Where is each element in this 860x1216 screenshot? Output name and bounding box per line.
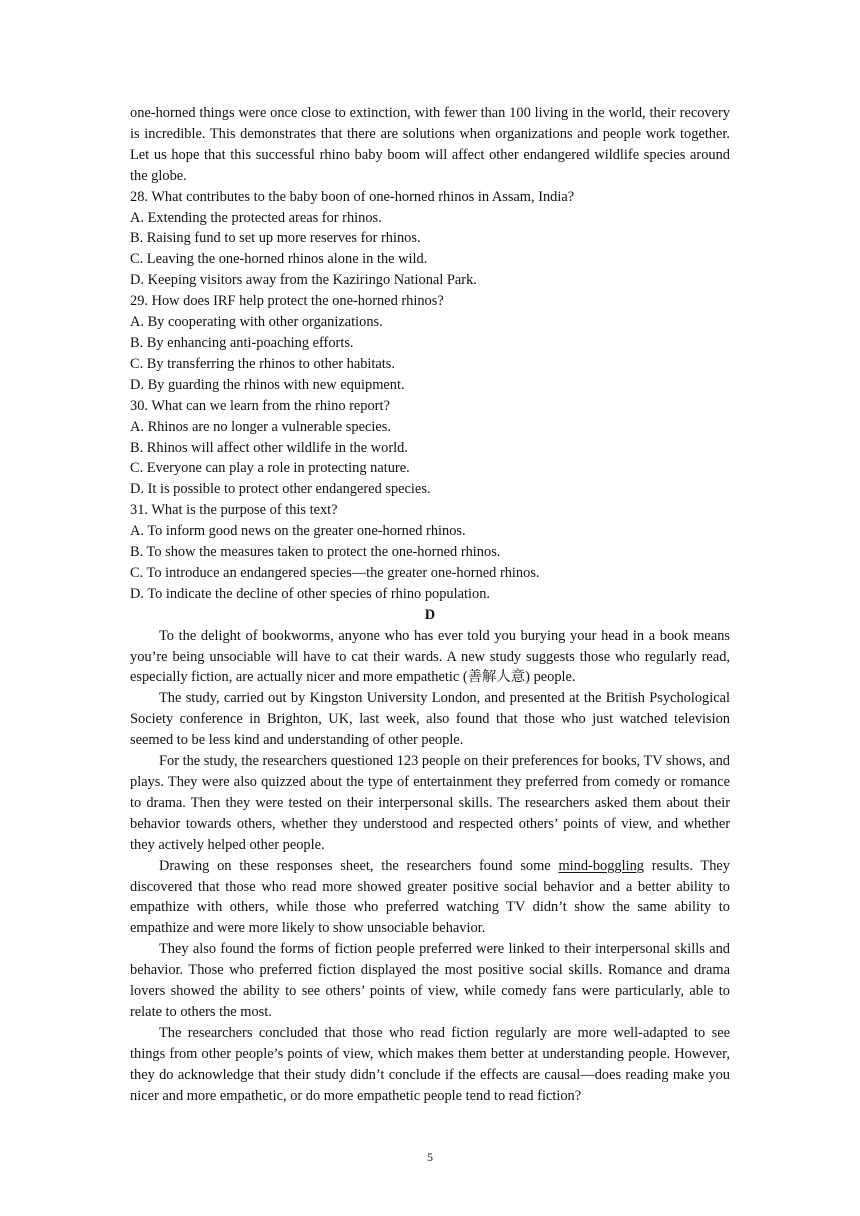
- document-page: [130, 103, 730, 1107]
- option-a: A. Rhinos are no longer a vulnerable species.: [130, 418, 391, 435]
- passage-paragraph-1: To the delight of bookworms, anyone who has ever told you burying your head in a book means you’re being unsociable will have to cat their wards. A new study suggests those who regularly read, especially fiction, are actually nicer and more empathetic (善解人意) people.: [130, 627, 730, 686]
- paragraph-text: results. They discovered that those who read more showed greater positive social behavior and a better ability to empathize with others, while those who preferred watching TV didn’t show the same ability to empathize and were more likely to show unsociable behavior.: [130, 857, 730, 937]
- option-b: B. To show the measures taken to protect the one-horned rhinos.: [130, 544, 501, 561]
- section-title: D: [424, 606, 436, 623]
- paragraph-text: Drawing on these responses sheet, the researchers found some: [159, 857, 559, 874]
- underlined-term: mind-boggling: [558, 857, 644, 874]
- option-a: A. Extending the protected areas for rhinos.: [130, 209, 382, 226]
- question-30: [130, 396, 730, 501]
- option-c: C. Leaving the one-horned rhinos alone in the wild.: [130, 251, 428, 268]
- option-d: D. Keeping visitors away from the Kaziringo National Park.: [130, 272, 477, 289]
- intro-paragraph: one-horned things were once close to extinction, with fewer than 100 living in the world, their recovery is incredible. This demonstrates that there are solutions when organizations and people work together. Let us hope that this successful rhino baby boom will affect other endangered wildlife species around the globe.: [130, 105, 730, 184]
- passage-paragraph-5: They also found the forms of fiction people preferred were linked to their interpersonal skills and behavior. Those who preferred fiction displayed the most positive social skills. Romance and drama lovers showed the ability to see others’ points of view, while comedy fans were particularly, able to relate to others the most.: [130, 941, 730, 1020]
- question-stem: 28. What contributes to the baby boon of one-horned rhinos in Assam, India?: [130, 188, 575, 205]
- option-a: A. To inform good news on the greater one-horned rhinos.: [130, 523, 466, 540]
- question-28: [130, 187, 730, 292]
- option-b: B. Rhinos will affect other wildlife in the world.: [130, 439, 408, 456]
- passage-paragraph-4: [130, 856, 730, 940]
- option-d: D. To indicate the decline of other species of rhino population.: [130, 585, 490, 602]
- option-a: A. By cooperating with other organizations.: [130, 314, 383, 331]
- passage-paragraph-6: The researchers concluded that those who read fiction regularly are more well-adapted to see things from other people’s points of view, which makes them better at understanding people. However, they do acknowledge that their study didn’t conclude if the effects are causal—does reading make you nicer and more empathetic, or do more empathetic people tend to read fiction?: [130, 1024, 730, 1104]
- page-number: 5: [427, 1150, 433, 1164]
- question-29: [130, 291, 730, 396]
- question-stem: 30. What can we learn from the rhino report?: [130, 397, 390, 414]
- option-b: B. Raising fund to set up more reserves for rhinos.: [130, 230, 421, 247]
- question-stem: 31. What is the purpose of this text?: [130, 502, 338, 519]
- option-c: C. To introduce an endangered species—the greater one-horned rhinos.: [130, 564, 540, 581]
- passage-paragraph-3: For the study, the researchers questioned 123 people on their preferences for books, TV shows, and plays. They were also quizzed about the type of entertainment they preferred from comedy or romance to drama. Then they were tested on their interpersonal skills. The researchers asked them about their behavior towards others, whether they understood and respected others’ points of view, and whether they actively helped other people.: [130, 753, 730, 853]
- option-c: C. Everyone can play a role in protecting nature.: [130, 460, 410, 477]
- option-b: B. By enhancing anti-poaching efforts.: [130, 334, 354, 351]
- question-stem: 29. How does IRF help protect the one-horned rhinos?: [130, 293, 444, 310]
- option-d: D. By guarding the rhinos with new equipment.: [130, 376, 405, 393]
- question-31: [130, 500, 730, 605]
- option-d: D. It is possible to protect other endangered species.: [130, 481, 431, 498]
- option-c: C. By transferring the rhinos to other habitats.: [130, 355, 395, 372]
- passage-paragraph-2: The study, carried out by Kingston University London, and presented at the British Psychological Society conference in Brighton, UK, last week, also found that those who just watched television seemed to be less kind and understanding of other people.: [130, 690, 730, 749]
